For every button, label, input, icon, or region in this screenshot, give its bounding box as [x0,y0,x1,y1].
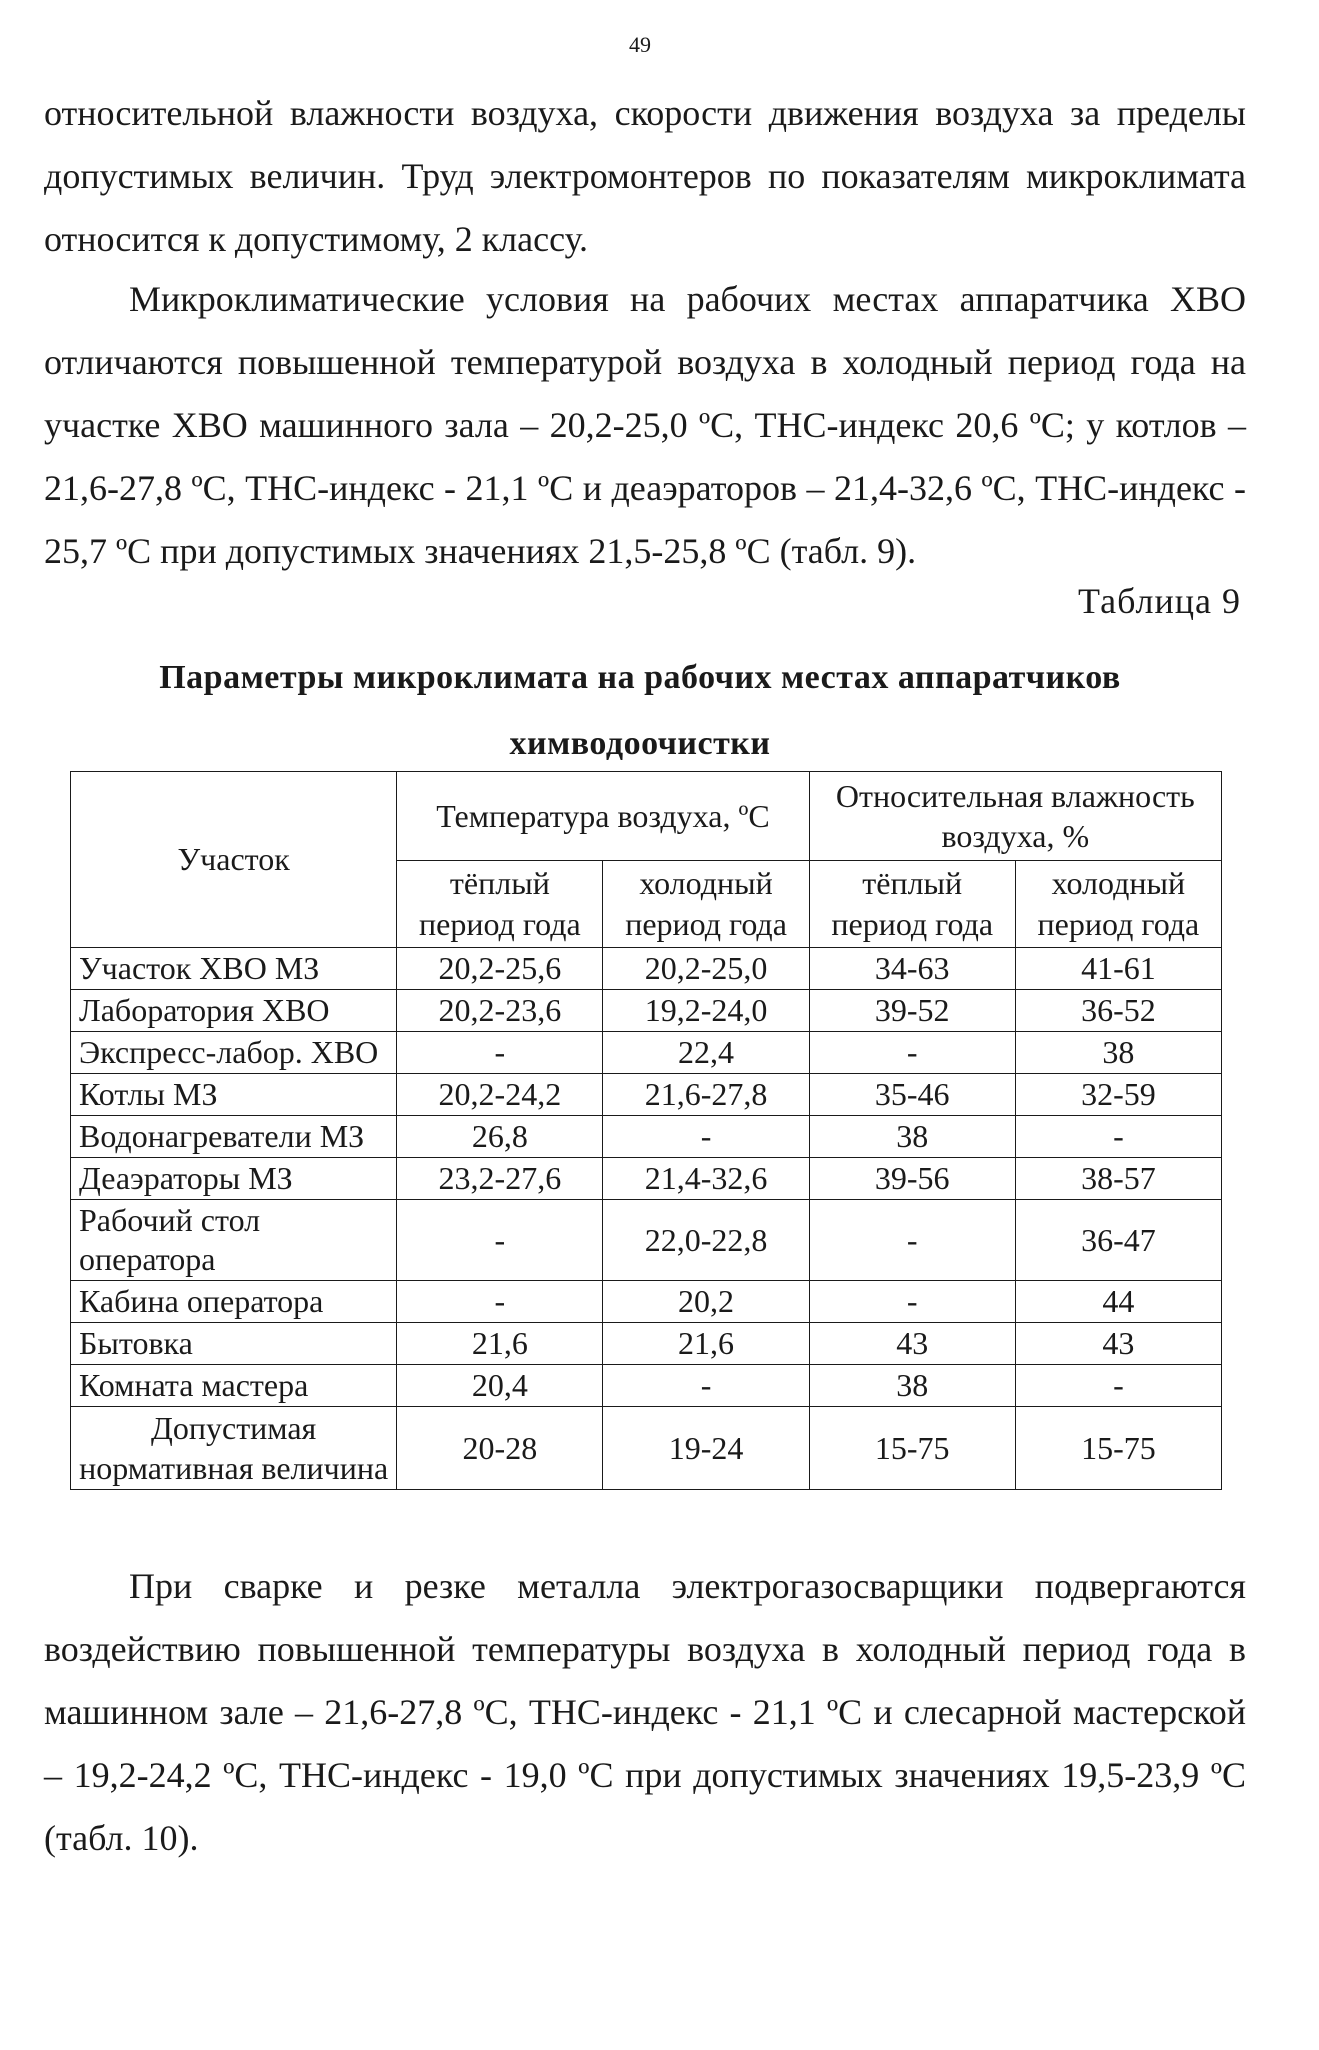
h-cold-cell: 41-61 [1015,948,1221,990]
h-warm-cell: 34-63 [809,948,1015,990]
h-warm-cell: - [809,1032,1015,1074]
table-row-norm [71,1407,1222,1490]
table-title: Параметры микроклимата на рабочих местах аппаратчиков химводоочистки [159,659,1121,762]
t-cold-cell: 22,0-22,8 [603,1200,809,1281]
h-warm-cell: - [809,1281,1015,1323]
paragraph-intro [44,82,1246,271]
t-cold-cell: 22,4 [603,1032,809,1074]
header-temp-cold: холодный период года [603,861,809,948]
t-cold-cell: 20,2-25,0 [603,948,809,990]
norm-t-warm-cell: 20-28 [397,1407,603,1490]
table-row [71,1365,1222,1407]
header-hum-cold: холодный период года [1015,861,1221,948]
table-body [71,948,1222,1407]
site-cell: Комната мастера [71,1365,397,1407]
site-cell: Водонагреватели МЗ [71,1116,397,1158]
paragraph-welding [44,1555,1246,1870]
site-cell: Кабина оператора [71,1281,397,1323]
h-warm-cell: - [809,1200,1015,1281]
t-warm-cell: 20,2-24,2 [397,1074,603,1116]
page-number: 49 [629,32,651,57]
t-cold-cell: 19,2-24,0 [603,990,809,1032]
h-cold-cell: - [1015,1116,1221,1158]
header-hum-warm: тёплый период года [809,861,1015,948]
paragraph-text: относительной влажности воздуха, скорости движения воздуха за пределы допустимых величин. Труд электромонтеров по показателям микроклимата относится к допустимому, 2 классу. [44,93,1246,259]
site-cell: Лаборатория ХВО [71,990,397,1032]
h-cold-cell: 36-47 [1015,1200,1221,1281]
table-row [71,990,1222,1032]
table-row [71,1032,1222,1074]
table-row [71,1323,1222,1365]
h-cold-cell: 44 [1015,1281,1221,1323]
table-row [71,1200,1222,1281]
microclimate-table [70,771,1222,1490]
t-cold-cell: - [603,1116,809,1158]
t-warm-cell: - [397,1200,603,1281]
t-warm-cell: 21,6 [397,1323,603,1365]
table-row [71,1116,1222,1158]
site-cell: Рабочий стол оператора [71,1200,397,1281]
t-cold-cell: 21,6-27,8 [603,1074,809,1116]
header-humidity: Относительная влажность воздуха, % [809,772,1221,861]
t-warm-cell: 20,2-25,6 [397,948,603,990]
table-row [71,1281,1222,1323]
norm-site-cell: Допустимая нормативная величина [71,1407,397,1490]
h-warm-cell: 43 [809,1323,1015,1365]
table-row [71,948,1222,990]
t-warm-cell: 20,4 [397,1365,603,1407]
t-warm-cell: - [397,1032,603,1074]
norm-h-warm-cell: 15-75 [809,1407,1015,1490]
t-warm-cell: 20,2-23,6 [397,990,603,1032]
header-temperature: Температура воздуха, ºС [397,772,809,861]
t-warm-cell: 26,8 [397,1116,603,1158]
site-cell: Котлы МЗ [71,1074,397,1116]
h-warm-cell: 39-56 [809,1158,1015,1200]
t-warm-cell: - [397,1281,603,1323]
header-site: Участок [71,772,397,948]
h-cold-cell: 32-59 [1015,1074,1221,1116]
h-cold-cell: - [1015,1365,1221,1407]
paragraph-hvo [44,268,1246,583]
table-row [71,1158,1222,1200]
site-cell: Участок ХВО МЗ [71,948,397,990]
table-row [71,1074,1222,1116]
h-warm-cell: 38 [809,1365,1015,1407]
h-cold-cell: 43 [1015,1323,1221,1365]
h-warm-cell: 35-46 [809,1074,1015,1116]
h-warm-cell: 38 [809,1116,1015,1158]
h-cold-cell: 38 [1015,1032,1221,1074]
h-cold-cell: 36-52 [1015,990,1221,1032]
paragraph-text: Микроклиматические условия на рабочих местах аппаратчика ХВО отличаются повышенной температурой воздуха в холодный период года на участке ХВО машинного зала – 20,2-25,0 ºС, ТНС-индекс 20,6 ºС; у котлов – 21,6-27,8 ºС, ТНС-индекс - 21,1 ºС и деаэраторов – 21,4-32,6 ºС, ТНС-индекс - 25,7 ºС при допустимых значениях 21,5-25,8 ºС (табл. 9). [44,279,1246,571]
site-cell: Экспресс-лабор. ХВО [71,1032,397,1074]
norm-h-cold-cell: 15-75 [1015,1407,1221,1490]
h-warm-cell: 39-52 [809,990,1015,1032]
table-caption: Таблица 9 [1078,581,1241,621]
header-temp-warm: тёплый период года [397,861,603,948]
t-warm-cell: 23,2-27,6 [397,1158,603,1200]
norm-t-cold-cell: 19-24 [603,1407,809,1490]
site-cell: Бытовка [71,1323,397,1365]
t-cold-cell: 20,2 [603,1281,809,1323]
t-cold-cell: 21,6 [603,1323,809,1365]
site-cell: Деаэраторы МЗ [71,1158,397,1200]
t-cold-cell: - [603,1365,809,1407]
h-cold-cell: 38-57 [1015,1158,1221,1200]
paragraph-text: При сварке и резке металла электрогазосварщики подвергаются воздействию повышенной температуры воздуха в холодный период года в машинном зале – 21,6-27,8 ºС, ТНС-индекс - 21,1 ºС и слесарной мастерской – 19,2-24,2 ºС, ТНС-индекс - 19,0 ºС при допустимых значениях 19,5-23,9 ºС (табл. 10). [44,1566,1246,1858]
t-cold-cell: 21,4-32,6 [603,1158,809,1200]
